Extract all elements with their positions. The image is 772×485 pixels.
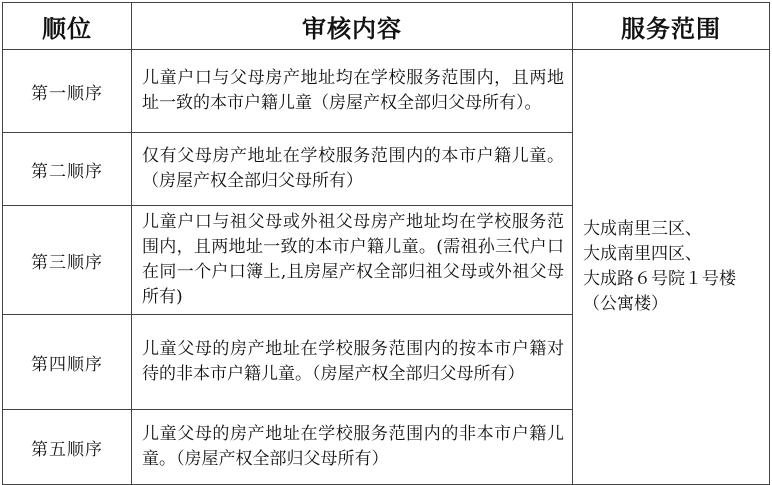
- header-review-content: 审核内容: [132, 3, 573, 50]
- scope-line: 大成路６号院１号楼: [583, 269, 736, 289]
- enrollment-priority-table: [2, 2, 770, 485]
- rank-cell: 第五顺序: [3, 410, 132, 485]
- review-content-cell: 儿童户口与父母房产地址均在学校服务范围内，且两地址一致的本市户籍儿童（房屋产权全部归父母所有）。: [132, 50, 573, 133]
- service-scope-cell: [573, 50, 770, 485]
- scope-line: （公寓楼）: [583, 294, 668, 314]
- scope-line: 大成南里三区、: [583, 219, 702, 239]
- header-row: [3, 3, 770, 50]
- review-content-cell: 儿童父母的房产地址在学校服务范围内的按本市户籍对待的非本市户籍儿童。（房屋产权全部归父母所有）: [132, 315, 573, 410]
- header-service-scope: 服务范围: [573, 3, 770, 50]
- table-row: [3, 50, 770, 133]
- header-rank: 顺位: [3, 3, 132, 50]
- rank-cell: 第三顺序: [3, 206, 132, 315]
- rank-cell: 第四顺序: [3, 315, 132, 410]
- review-content-cell: 儿童父母的房产地址在学校服务范围内的非本市户籍儿童。（房屋产权全部归父母所有）: [132, 410, 573, 485]
- scope-line: 大成南里四区、: [583, 244, 702, 264]
- rank-cell: 第二顺序: [3, 133, 132, 206]
- review-content-cell: 儿童户口与祖父母或外祖父母房产地址均在学校服务范围内，且两地址一致的本市户籍儿童。(需祖孙三代户口在同一个户口簿上,且房屋产权全部归祖父母或外祖父母所有): [132, 206, 573, 315]
- rank-cell: 第一顺序: [3, 50, 132, 133]
- review-content-cell: 仅有父母房产地址在学校服务范围内的本市户籍儿童。（房屋产权全部归父母所有）: [132, 133, 573, 206]
